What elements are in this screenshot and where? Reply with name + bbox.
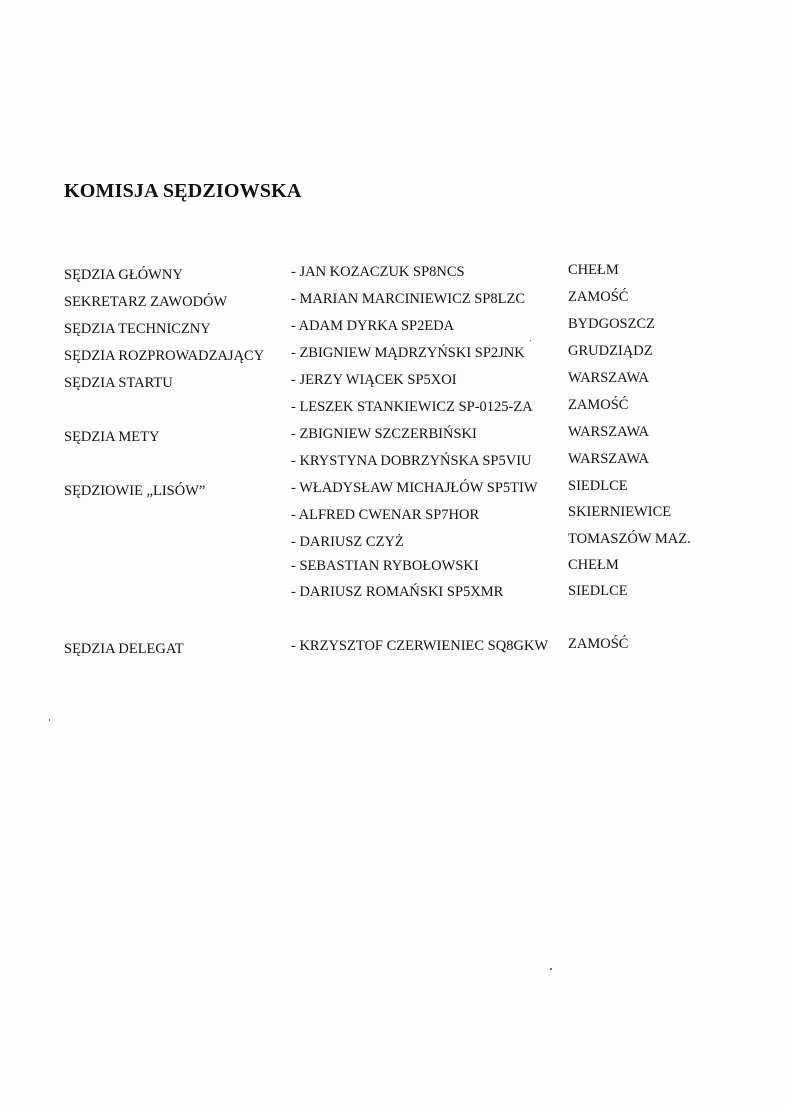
judge-name: - ALFRED CWENAR SP7HOR (291, 507, 480, 523)
judge-name: - SEBASTIAN RYBOŁOWSKI (291, 558, 479, 574)
judge-name: - KRZYSZTOF CZERWIENIEC SQ8GKW (291, 638, 549, 654)
judge-name: - ZBIGNIEW SZCZERBIŃSKI (291, 426, 477, 442)
judge-city: TOMASZÓW MAZ. (568, 531, 691, 547)
role-label: SĘDZIA DELEGAT (64, 641, 184, 657)
judge-name: - WŁADYSŁAW MICHAJŁÓW SP5TIW (291, 480, 538, 496)
scan-speck (49, 719, 50, 721)
judge-name: - ADAM DYRKA SP2EDA (291, 318, 455, 334)
judge-name: - DARIUSZ CZYŻ (291, 534, 404, 550)
judge-city: SIEDLCE (568, 478, 628, 494)
judge-city: ZAMOŚĆ (568, 397, 629, 413)
document-title: KOMISJA SĘDZIOWSKA (64, 180, 302, 202)
judge-city: SIEDLCE (568, 583, 628, 599)
role-label: SĘDZIOWIE „LISÓW” (64, 483, 206, 499)
judge-city: ZAMOŚĆ (568, 636, 629, 652)
role-label: SĘDZIA GŁÓWNY (64, 267, 183, 283)
judge-name: - JERZY WIĄCEK SP5XOI (291, 372, 457, 388)
judge-name: - KRYSTYNA DOBRZYŃSKA SP5VIU (291, 453, 532, 469)
role-label: SĘDZIA ROZPROWADZAJĄCY (64, 348, 265, 364)
judge-name: - DARIUSZ ROMAŃSKI SP5XMR (291, 584, 504, 600)
judge-name: - MARIAN MARCINIEWICZ SP8LZC (291, 291, 526, 307)
judge-city: ZAMOŚĆ (568, 289, 629, 305)
judge-name: - LESZEK STANKIEWICZ SP-0125-ZA (291, 399, 533, 415)
judge-name: - ZBIGNIEW MĄDRZYŃSKI SP2JNK (291, 345, 525, 361)
judge-city: GRUDZIĄDZ (568, 343, 653, 359)
role-label: SĘDZIA STARTU (64, 375, 173, 391)
judge-city: CHEŁM (568, 557, 619, 573)
judge-city: WARSZAWA (568, 424, 650, 440)
judge-city: WARSZAWA (568, 370, 650, 386)
role-label: SĘDZIA TECHNICZNY (64, 321, 211, 337)
scan-speck (550, 968, 552, 970)
judge-city: SKIERNIEWICE (568, 504, 672, 520)
judge-city: BYDGOSZCZ (568, 316, 656, 332)
role-label: SĘDZIA METY (64, 429, 160, 445)
judge-name: - JAN KOZACZUK SP8NCS (291, 264, 465, 280)
role-label: SEKRETARZ ZAWODÓW (64, 294, 228, 310)
judge-city: CHEŁM (568, 262, 619, 278)
scan-speck (530, 340, 531, 341)
judge-city: WARSZAWA (568, 451, 650, 467)
